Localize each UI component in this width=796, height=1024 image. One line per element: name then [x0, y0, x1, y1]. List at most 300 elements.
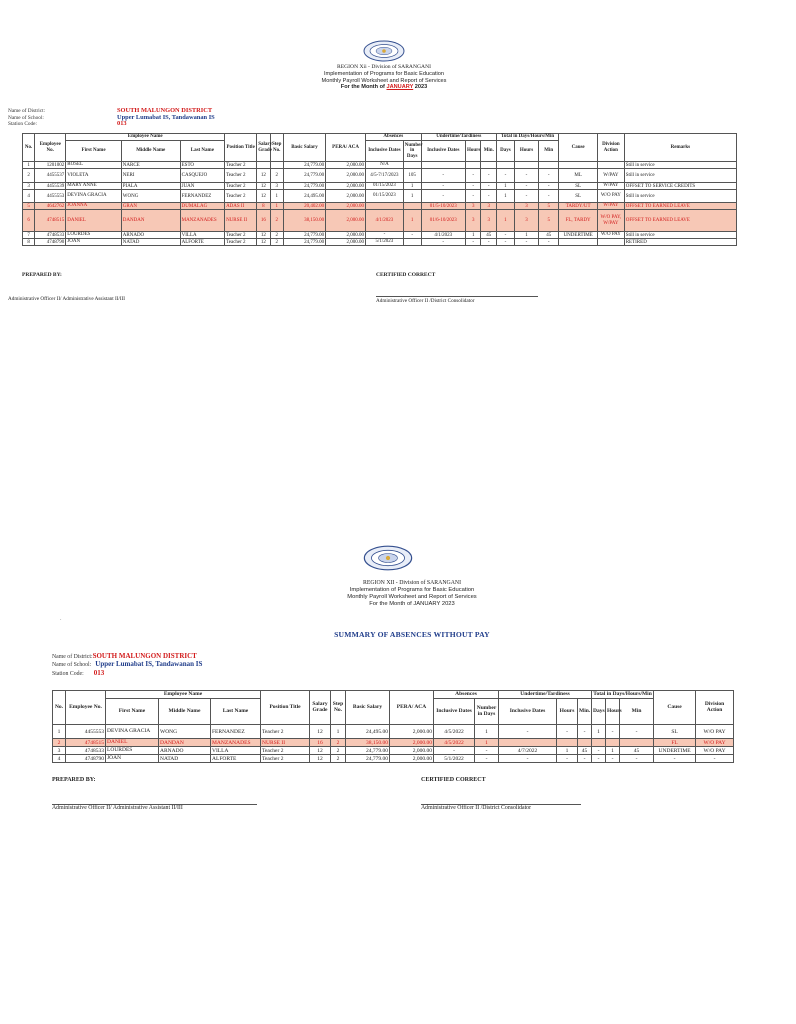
col-basic-salary: Basic Salary	[283, 134, 325, 162]
district-name: SOUTH MALUNGON DISTRICT	[92, 652, 197, 660]
cell-min: 3	[481, 203, 497, 210]
cell-pera: 2,000.00	[326, 162, 366, 169]
cell-abs-dates: 4/5/2022	[434, 739, 475, 747]
cell-middle: NERI	[121, 169, 180, 183]
cell-pos: Teacher 2	[225, 183, 257, 190]
cell-division: W/O PAY	[696, 747, 734, 755]
cell-first: JOANNA	[66, 203, 122, 210]
cell-hours	[465, 162, 481, 169]
cell-basic: 20,402.00	[283, 203, 325, 210]
col-cause: Cause	[654, 691, 696, 725]
school-name: Upper Lumabat IS, Tandawanan IS	[117, 113, 215, 121]
table-row	[53, 739, 734, 747]
month-line: For the Month of JANUARY 2023	[340, 84, 428, 91]
col-total-days: Days	[592, 699, 606, 725]
cell-no: 8	[23, 239, 35, 246]
cell-grade: 8	[257, 203, 270, 210]
cell-cause: UNDERTIME	[654, 747, 696, 755]
cell-t-days	[497, 203, 515, 210]
deped-seal-icon	[362, 40, 406, 62]
col-total-min: Min	[620, 699, 654, 725]
cell-division: -	[696, 755, 734, 763]
cell-step: 2	[331, 747, 346, 755]
col-first-name: First Name	[106, 699, 159, 725]
cell-t-hours: -	[514, 190, 538, 203]
cell-basic: 38,150.00	[283, 210, 325, 232]
cell-last: MANZANADES	[180, 210, 224, 232]
cell-pos: NURSE II	[261, 739, 310, 747]
cell-abs-dates: -	[434, 747, 475, 755]
school-info: Name of District: SOUTH MALUNGON DISTRICT Name of School: Upper Lumabat IS, Tandawanan IS Station Code: 013	[52, 652, 203, 677]
cell-pera: 2,000.00	[326, 183, 366, 190]
col-ut-dates: Inclusive Dates	[499, 699, 557, 725]
col-total-hours: Hours	[514, 141, 538, 162]
cell-pos: Teacher 2	[225, 190, 257, 203]
cell-pos: Teacher 2	[261, 725, 310, 739]
cell-t-hours: -	[514, 183, 538, 190]
cell-middle: NATAD	[121, 239, 180, 246]
cell-division: W/PAY	[598, 203, 625, 210]
col-abs-days: Number in Days	[403, 141, 421, 162]
cell-pera: 2,000.00	[326, 239, 366, 246]
cell-no: 7	[23, 232, 35, 239]
month-value: JANUARY	[386, 84, 414, 91]
col-pera: PERA/ ACA	[390, 691, 434, 725]
col-abs-dates: Inclusive Dates	[366, 141, 404, 162]
col-absences: Absences	[434, 691, 499, 699]
cell-division: W/O PAY	[598, 232, 625, 239]
cell-division: W/PAY	[598, 169, 625, 183]
col-hours: Hours	[557, 699, 578, 725]
cell-abs-days: -	[475, 747, 499, 755]
cell-t-min: 5	[539, 203, 559, 210]
cell-step: 2	[331, 755, 346, 763]
cell-abs-dates	[366, 203, 404, 210]
cell-pos: Teacher 2	[225, 162, 257, 169]
cell-min: -	[481, 190, 497, 203]
cell-last: CASQUEJO	[180, 169, 224, 183]
cell-ut-dates	[421, 162, 465, 169]
cell-abs-days: 1	[403, 183, 421, 190]
cell-remarks: OFFSET TO EARNED LEAVE	[624, 203, 736, 210]
cell-pera: 2,000.00	[326, 232, 366, 239]
cell-ut-dates: -	[421, 169, 465, 183]
cell-emp: 1201002	[35, 162, 66, 169]
cell-hours: 1	[557, 747, 578, 755]
payroll-table	[22, 133, 737, 246]
cell-hours: 3	[465, 203, 481, 210]
cell-last: VILLA	[180, 232, 224, 239]
table-row	[23, 239, 737, 246]
absences-without-pay-table	[52, 690, 734, 763]
cell-first: VIOLETA	[66, 169, 122, 183]
cell-first: LOURDES	[106, 747, 159, 755]
cell-t-days: -	[592, 747, 606, 755]
cell-step: 2	[270, 169, 283, 183]
cell-abs-days	[403, 203, 421, 210]
cell-abs-dates: 4/1/2023	[366, 210, 404, 232]
program-line: Implementation of Programs for Basic Education	[323, 70, 444, 77]
cell-step: 3	[270, 183, 283, 190]
col-total: Total in Days/Hours/Min	[497, 134, 559, 141]
cell-ut-dates: 01/5-10/2023	[421, 203, 465, 210]
cell-pos: ADAS II	[225, 203, 257, 210]
cell-hours: 1	[465, 232, 481, 239]
cell-t-days: 1	[497, 183, 515, 190]
report-line: Monthly Payroll Worksheet and Report of Services	[347, 594, 477, 601]
cell-pos: NURSE II	[225, 210, 257, 232]
cell-abs-dates: 5/1/2023	[366, 239, 404, 246]
col-total-hours: Hours	[606, 699, 620, 725]
cell-t-days: -	[592, 755, 606, 763]
table-row	[53, 747, 734, 755]
cell-middle: NARCE	[121, 162, 180, 169]
cell-t-hours	[606, 739, 620, 747]
cell-no: 1	[53, 725, 66, 739]
cell-last: ESTO	[180, 162, 224, 169]
cell-abs-days: 105	[403, 169, 421, 183]
col-no: No.	[53, 691, 66, 725]
cell-ut-dates: -	[499, 755, 557, 763]
summary-absences-section: REGION XII - Division of SARANGANI Implementation of Programs for Basic Education Monthly Payroll Worksheet and Report of Services For the Month of JANUARY 2023 SUMMARY OF ABSENCES WITHOUT PAY . Name of District: SOUTH MALUNGON DISTRICT Name of School: Upper Lumabat IS, Tandawanan IS Station Code: 013 No. Employee No. Employee Name Position Title Salary Grade Step No. Basic Salary PERA/ ACA Absences Undertime/Tardiness Total in Days/Hours/Min Cause Division Action First Name Middle Name Last Name Inclusive Dates Number in Days Inclusive Dates Hours Min. Days Hours Min 1 4455553 DEVINA GRACIA WONG FERNANDEZ Teacher 2 12 1 24,495.00 2,000.00 4/5/2022 1 - - - 1 - - SL W/O PAY 2 4748515 DANIEL DANDAN MANZANADES NURSE II 16 2 38,150.00 2,000.00 4/5/2022 1 FL W/O PAY 3 4748533 LOURDES ARNADO VILLA Teacher 2 12 2 24,779.00 2,000.00 - - 4/7/2022 1 45 - 1 45 UNDERTIME W/O PAY 4 4748790 JOAN NATAD ALFORTE Teacher 2 12 2 24,779.00 2,000.00 5/1/2022 - - - - - - - - - PREPARED BY: CERTIFIED CORRECT Administrative Officer II/ Administrative Assistant II/III Administrative Officer II /District Consolidator	[0, 545, 768, 845]
cell-hours: -	[465, 190, 481, 203]
col-position: Position Title	[261, 691, 310, 725]
cell-pos: Teacher 2	[225, 232, 257, 239]
cell-t-hours: -	[606, 725, 620, 739]
cell-min: -	[481, 169, 497, 183]
program-line: Implementation of Programs for Basic Education	[349, 587, 475, 594]
cell-ut-dates: 01/6-10/2023	[421, 210, 465, 232]
cell-t-hours: -	[606, 755, 620, 763]
col-total-days: Days	[497, 141, 515, 162]
col-employee-no: Employee No.	[35, 134, 66, 162]
station-code: 013	[93, 669, 105, 677]
cell-abs-days	[403, 162, 421, 169]
cell-no: 4	[53, 755, 66, 763]
cell-basic: 24,779.00	[346, 747, 390, 755]
cell-min: 45	[481, 232, 497, 239]
cell-remarks: OFFSET TO SERVICE CREDITS	[624, 183, 736, 190]
summary-title: SUMMARY OF ABSENCES WITHOUT PAY	[334, 630, 490, 639]
col-pera: PERA/ ACA	[326, 134, 366, 162]
table-row	[23, 190, 737, 203]
cell-grade: 12	[257, 183, 270, 190]
certified-role: Administrative Officer II /District Consolidator	[421, 805, 532, 811]
col-last-name: Last Name	[211, 699, 261, 725]
col-min: Min.	[481, 141, 497, 162]
cell-ut-dates: -	[499, 725, 557, 739]
region-line: REGION Xii - Division of SARANGANI	[336, 64, 431, 70]
cell-no: 5	[23, 203, 35, 210]
cell-ut-dates: -	[421, 239, 465, 246]
cell-basic: 24,779.00	[346, 755, 390, 763]
cell-remarks: OFFSET TO EARNED LEAVE	[624, 210, 736, 232]
report-header	[0, 64, 768, 91]
col-undertime: Undertime/Tardiness	[499, 691, 592, 699]
cell-hours	[557, 739, 578, 747]
col-grade: Salary Grade	[310, 691, 331, 725]
table-row	[23, 162, 737, 169]
cell-step: 1	[270, 203, 283, 210]
cell-t-min: -	[539, 190, 559, 203]
col-cause: Cause	[559, 134, 598, 162]
cell-t-days: -	[497, 169, 515, 183]
cell-remarks: Still in service	[624, 169, 736, 183]
cell-basic: 24,779.00	[283, 239, 325, 246]
cell-t-min: -	[539, 239, 559, 246]
cell-division: W/O PAY	[598, 190, 625, 203]
col-total-min: Min	[539, 141, 559, 162]
col-first-name: First Name	[66, 141, 122, 162]
cell-grade: 12	[310, 747, 331, 755]
cell-abs-days: 1	[403, 190, 421, 203]
cell-t-days: 1	[592, 725, 606, 739]
month-line: For the Month of JANUARY 2023	[369, 601, 455, 608]
cell-grade: 12	[257, 169, 270, 183]
cell-step: 2	[270, 232, 283, 239]
cell-cause: SL	[559, 183, 598, 190]
cell-no: 2	[53, 739, 66, 747]
cell-cause: -	[654, 755, 696, 763]
cell-hours: -	[465, 183, 481, 190]
cell-first: DEVINA GRACIA	[106, 725, 159, 739]
col-no: No.	[23, 134, 35, 162]
cell-emp: 4455539	[35, 183, 66, 190]
col-undertime: Undertime/Tardiness	[421, 134, 496, 141]
cell-t-min: -	[539, 169, 559, 183]
cell-abs-dates: 4/5-7/17/2023	[366, 169, 404, 183]
cell-cause: FL, TARDY	[559, 210, 598, 232]
report-header	[28, 580, 796, 608]
region-line: REGION XII - Division of SARANGANI	[362, 580, 462, 586]
cell-emp: 4455553	[66, 725, 106, 739]
cell-t-hours: 3	[514, 210, 538, 232]
cell-pera: 2,000.00	[390, 725, 434, 739]
cell-grade: 12	[257, 232, 270, 239]
cell-remarks: Still in service	[624, 190, 736, 203]
cell-grade	[257, 162, 270, 169]
cell-emp: 4748515	[35, 210, 66, 232]
cell-cause: UNDERTIME	[559, 232, 598, 239]
cell-remarks: Still in service	[624, 162, 736, 169]
cell-pera: 2,000.00	[326, 190, 366, 203]
cell-t-min: -	[620, 725, 654, 739]
prepared-by-role: Administrative Officer II/ Administrative Assistant II/III	[52, 805, 183, 811]
cell-basic: 24,779.00	[283, 162, 325, 169]
cell-no: 4	[23, 190, 35, 203]
cell-min: 3	[481, 210, 497, 232]
cell-t-hours: 3	[514, 203, 538, 210]
cell-pos: Teacher 2	[225, 169, 257, 183]
col-middle-name: Middle Name	[159, 699, 211, 725]
prepared-by-label: PREPARED BY:	[52, 777, 96, 783]
cell-ut-dates: 4/7/2022	[499, 747, 557, 755]
cell-remarks: RETIRED	[624, 239, 736, 246]
cell-last: DUMALAG	[180, 203, 224, 210]
cell-emp: 4455553	[35, 190, 66, 203]
cell-t-min: 5	[539, 210, 559, 232]
col-middle-name: Middle Name	[121, 141, 180, 162]
table-row	[23, 169, 737, 183]
cell-min	[578, 739, 592, 747]
cell-division: W/PAY	[598, 183, 625, 190]
certified-signature-line	[376, 296, 538, 297]
cell-no: 6	[23, 210, 35, 232]
cell-first: DEVINA GRACIA	[66, 190, 122, 203]
cell-grade: 16	[257, 210, 270, 232]
certified-correct-label: CERTIFIED CORRECT	[421, 777, 486, 783]
cell-hours: 3	[465, 210, 481, 232]
cell-last: VILLA	[211, 747, 261, 755]
cell-emp: 4642762	[35, 203, 66, 210]
col-employee-name: Employee Name	[66, 134, 225, 141]
prepared-by-label: PREPARED BY:	[22, 272, 62, 278]
cell-first: LOURDES	[66, 232, 122, 239]
cell-pera: 2,000.00	[326, 210, 366, 232]
cell-cause: ML	[559, 169, 598, 183]
col-remarks: Remarks	[624, 134, 736, 162]
cell-abs-dates: 4/5/2022	[434, 725, 475, 739]
certified-role: Administrative Officer II /District Consolidator	[376, 298, 475, 304]
cell-hours: -	[465, 169, 481, 183]
table-row	[23, 210, 737, 232]
district-name: SOUTH MALUNGON DISTRICT	[117, 107, 213, 114]
cell-step: 1	[331, 725, 346, 739]
cell-t-min: 45	[620, 747, 654, 755]
cell-emp: 4748790	[66, 755, 106, 763]
table-row	[53, 755, 734, 763]
cell-step	[270, 162, 283, 169]
cell-t-min: -	[620, 755, 654, 763]
cell-division: W/O PAY, W/PAY	[598, 210, 625, 232]
cell-first: JOAN	[66, 239, 122, 246]
cell-abs-days: -	[475, 755, 499, 763]
cell-no: 3	[23, 183, 35, 190]
cell-t-hours: -	[514, 169, 538, 183]
cell-emp: 4748515	[66, 739, 106, 747]
col-min: Min.	[578, 699, 592, 725]
cell-abs-days	[403, 239, 421, 246]
cell-pos: Teacher 2	[225, 239, 257, 246]
cell-middle: NATAD	[159, 755, 211, 763]
cell-remarks: Still in service	[624, 232, 736, 239]
cell-grade: 12	[257, 239, 270, 246]
cell-pos: Teacher 2	[261, 755, 310, 763]
cell-ut-dates: 4/1/2023	[421, 232, 465, 239]
cell-step: 1	[270, 190, 283, 203]
col-abs-dates: Inclusive Dates	[434, 699, 475, 725]
cell-t-min: -	[539, 183, 559, 190]
cell-step: 2	[270, 210, 283, 232]
cell-first: DANIEL	[106, 739, 159, 747]
cell-t-min	[539, 162, 559, 169]
cell-hours: -	[465, 239, 481, 246]
cell-pera: 2,000.00	[390, 739, 434, 747]
cell-no: 3	[53, 747, 66, 755]
table-row	[23, 232, 737, 239]
col-position: Position Title	[225, 134, 257, 162]
cell-hours: -	[557, 725, 578, 739]
cell-division	[598, 162, 625, 169]
cell-abs-dates: 5/1/2022	[434, 755, 475, 763]
certified-correct-label: CERTIFIED CORRECT	[376, 272, 436, 278]
col-step: Step No.	[270, 134, 283, 162]
cell-pera: 2,000.00	[326, 169, 366, 183]
cell-cause: TARDY/UT	[559, 203, 598, 210]
cell-middle: WONG	[121, 190, 180, 203]
cell-ut-dates: -	[421, 183, 465, 190]
cell-abs-dates: 01/15/2023	[366, 190, 404, 203]
cell-t-days: -	[497, 232, 515, 239]
cell-basic: 24,495.00	[283, 190, 325, 203]
cell-middle: ARNADO	[159, 747, 211, 755]
col-grade: Salary Grade	[257, 134, 270, 162]
cell-first: ROSEL	[66, 162, 122, 169]
cell-middle: DANDAN	[159, 739, 211, 747]
cell-cause: FL	[654, 739, 696, 747]
cell-t-hours: 1	[514, 232, 538, 239]
cell-t-days: -	[497, 239, 515, 246]
cell-cause	[559, 162, 598, 169]
cell-ut-dates	[499, 739, 557, 747]
cell-t-days: 1	[497, 190, 515, 203]
cell-division: W/O PAY	[696, 725, 734, 739]
cell-basic: 38,150.00	[346, 739, 390, 747]
cell-min	[481, 162, 497, 169]
col-basic-salary: Basic Salary	[346, 691, 390, 725]
cell-t-min: 45	[539, 232, 559, 239]
cell-ut-dates: -	[421, 190, 465, 203]
cell-min: -	[578, 755, 592, 763]
cell-t-hours: -	[514, 239, 538, 246]
col-step: Step No.	[331, 691, 346, 725]
cell-last: ALFORTE	[180, 239, 224, 246]
cell-t-hours	[514, 162, 538, 169]
cell-hours: -	[557, 755, 578, 763]
school-name: Upper Lumabat IS, Tandawanan IS	[95, 660, 203, 668]
cell-abs-days: -	[403, 232, 421, 239]
school-info: Name of District: SOUTH MALUNGON DISTRICT Name of School: Upper Lumabat IS, Tandawanan IS Station Code: 013	[8, 107, 215, 127]
cell-abs-dates: -	[366, 232, 404, 239]
cell-last: MANZANADES	[211, 739, 261, 747]
cell-pera: 2,000.00	[390, 755, 434, 763]
cell-last: FERNANDEZ	[180, 190, 224, 203]
cell-cause	[559, 239, 598, 246]
cell-middle: WONG	[159, 725, 211, 739]
cell-basic: 24,495.00	[346, 725, 390, 739]
station-code: 013	[117, 120, 127, 127]
cell-abs-dates: 01/15/2023	[366, 183, 404, 190]
col-employee-no: Employee No.	[66, 691, 106, 725]
col-division-action: Division Action	[696, 691, 734, 725]
cell-t-days	[497, 162, 515, 169]
prepared-by-role: Administrative Officer II/ Administrative Assistant II/III	[8, 296, 126, 302]
cell-emp: 4455537	[35, 169, 66, 183]
col-division-action: Division Action	[598, 134, 625, 162]
cell-middle: DANDAN	[121, 210, 180, 232]
cell-step: 2	[270, 239, 283, 246]
table-row	[23, 183, 737, 190]
cell-min: -	[481, 239, 497, 246]
cell-last: FERNANDEZ	[211, 725, 261, 739]
cell-middle: ARNADO	[121, 232, 180, 239]
report-line: Monthly Payroll Worksheet and Report of Services	[321, 77, 447, 84]
table-row	[53, 725, 734, 739]
cell-middle: PIALA	[121, 183, 180, 190]
col-total: Total in Days/Hours/Min	[593, 690, 652, 697]
cell-min: 45	[578, 747, 592, 755]
cell-emp: 4748790	[35, 239, 66, 246]
